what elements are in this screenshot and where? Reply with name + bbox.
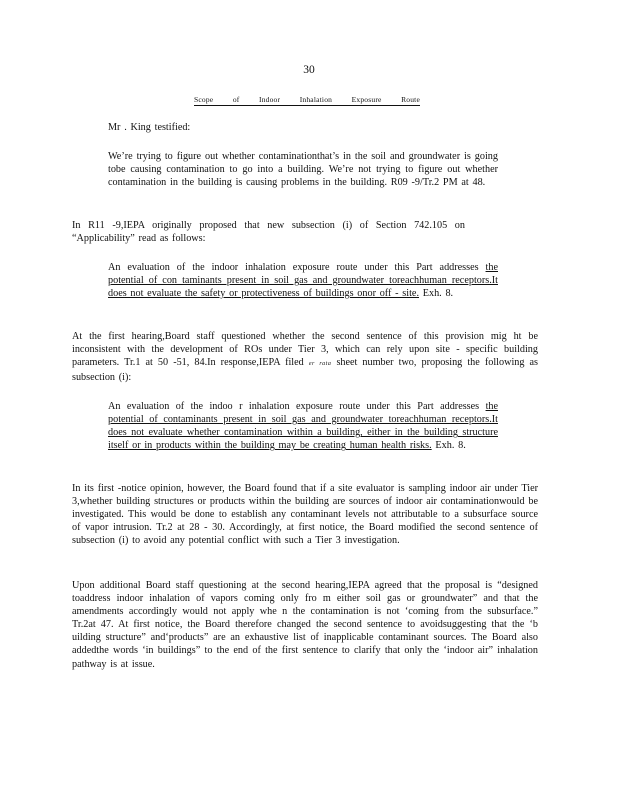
exhibit-citation: Exh. 8. bbox=[422, 288, 454, 300]
paragraph-original-proposal: In R11 -9,IEPA originally proposed that new subsection (i) of Section 742.105 on “Applicability” read as follows: bbox=[72, 220, 465, 245]
errata-label: er rata bbox=[308, 361, 332, 368]
paragraph-first-hearing bbox=[72, 330, 538, 384]
paragraph-first-notice: In its first -notice opinion, however, the Board found that if a site evaluator is sampling indoor air under Tier 3,whether building structures or products within the building are sources of indoor air contaminationwould be investigated. This would be done to establish any contaminant levels not attributable to a subsurface source of vapor intrusion. Tr.2 at 28 - 30. Accordingly, at first notice, the Board modified the second sentence of subsection (i) to avoid any potential conflict with such a Tier 3 investigation. bbox=[72, 483, 538, 547]
heading-word: Inhalation bbox=[299, 95, 333, 104]
block-quote-errata-subsection bbox=[108, 400, 498, 452]
exhibit-citation: Exh. 8. bbox=[435, 440, 466, 452]
page-number: 30 bbox=[303, 64, 315, 76]
quote-underlined-text: the potential of contaminants present in soil gas and groundwater toreachhuman receptors.It does not evaluate whether contamination within a building, either in the building structure itself or in products within the building may be creating human health risks. bbox=[108, 401, 499, 452]
paragraph-text-end: sheet number two, proposing the following as subsection (i): bbox=[72, 357, 539, 384]
heading-word: of bbox=[232, 95, 240, 104]
section-heading bbox=[194, 95, 420, 106]
quote-text: An evaluation of the indoo r inhalation exposure route under this Part addresses bbox=[108, 401, 480, 412]
testimony-intro: Mr . King testified: bbox=[108, 122, 191, 133]
heading-word: Exposure bbox=[351, 95, 382, 104]
paragraph-text: At the first hearing,Board staff questioned whether the second sentence of this provision mig ht be inconsistent with the development of ROs under Tier 3, which can rely upon site - specific building parameters. Tr.1 at 50 -51, 84.In response,IEPA filed bbox=[72, 331, 538, 369]
heading-word: Indoor bbox=[259, 95, 281, 104]
block-quote-testimony: We’re trying to figure out whether contaminationthat’s in the soil and groundwater is going tobe causing contamination to go into a building. We’re not trying to figure out whether contamination in the building is causing problems in the building. R09 -9/Tr.2 PM at 48. bbox=[108, 151, 498, 189]
paragraph-second-hearing: Upon additional Board staff questioning at the second hearing,IEPA agreed that the proposal is “designed toaddress indoor inhalation of vapors coming only fro m either soil gas or groundwater” and that the amendments accordingly would not apply whe n the contamination is not ‘coming from the subsurface.” Tr.2at 47. At first notice, the Board therefore changed the second sentence to avoidsuggesting that the ‘b uilding structure” and‘products” are an exhaustive list of inapplicable contaminant sources. The Board also addedthe words ‘in buildings” to the end of the first sentence to clarify that only the ‘indoor air” inhalation pathway is at issue. bbox=[72, 580, 538, 670]
quote-text: An evaluation of the indoor inhalation exposure route under this Part addresses bbox=[108, 262, 479, 273]
heading-word: Scope bbox=[194, 95, 214, 104]
heading-word: Route bbox=[401, 95, 420, 104]
quote-underlined-text: the potential of con taminants present in soil gas and groundwater toreachhuman receptors.It does not evaluate the safety or protectiveness of buildings onor off - site. bbox=[108, 262, 498, 300]
block-quote-original-subsection bbox=[108, 261, 498, 300]
